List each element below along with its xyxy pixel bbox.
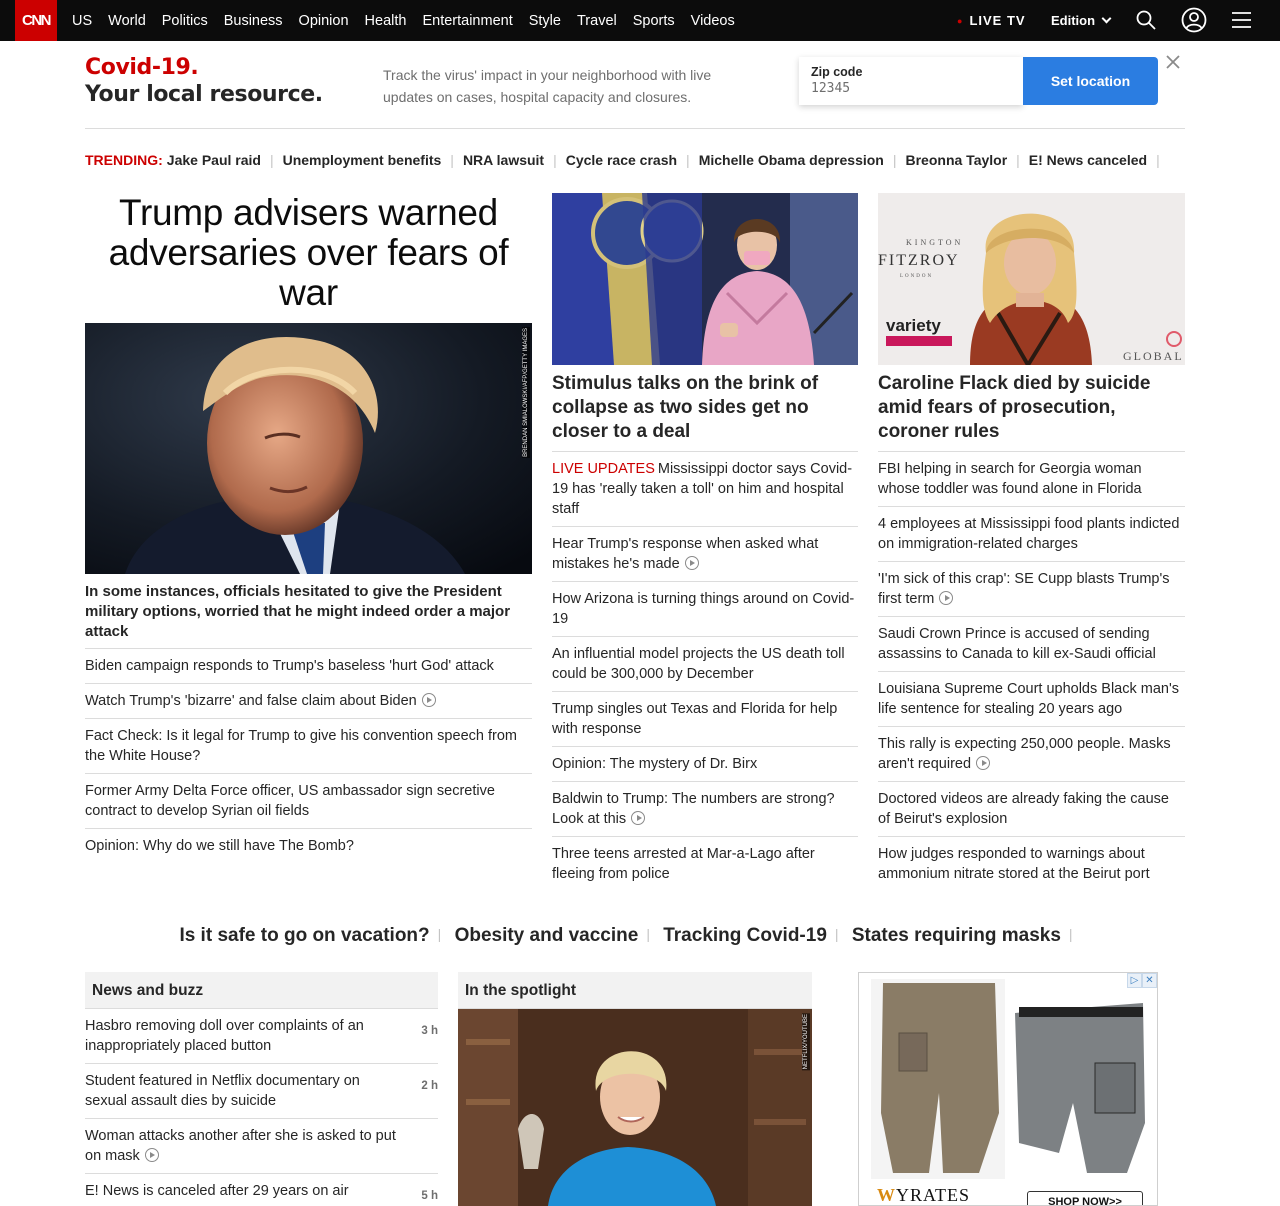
flack-photo xyxy=(878,193,1185,365)
story-item[interactable] xyxy=(878,671,1185,726)
story-text: E! News is canceled after 29 years on air xyxy=(85,1183,349,1199)
menu-icon[interactable] xyxy=(1232,11,1251,29)
live-tv-label: LIVE TV xyxy=(969,13,1026,28)
ad-brand-mark: W xyxy=(877,1185,896,1205)
trending-item[interactable]: Jake Paul raid xyxy=(166,152,261,168)
story-item[interactable] xyxy=(552,636,858,691)
story-text: Fact Check: Is it legal for Trump to give his convention speech from the White House? xyxy=(85,728,517,764)
image-credit: BRENDAN SMIALOWSKI/AFP/GETTY IMAGES xyxy=(523,328,529,457)
nav-link-business[interactable]: Business xyxy=(223,12,283,29)
covid-title-red: Covid-19. xyxy=(85,55,199,80)
promo-link[interactable]: Obesity and vaccine xyxy=(454,925,639,946)
story-text: Opinion: The mystery of Dr. Birx xyxy=(552,756,758,772)
live-updates-label: LIVE UPDATES xyxy=(552,461,655,477)
story-item[interactable] xyxy=(85,773,532,828)
nav-link-politics[interactable]: Politics xyxy=(161,12,208,29)
story-text: How Arizona is turning things around on Covid-19 xyxy=(552,591,855,627)
ad-info-icon[interactable]: ▷ xyxy=(1127,973,1142,988)
advertisement[interactable] xyxy=(858,972,1158,1206)
news-buzz-list xyxy=(85,1009,438,1206)
chevron-down-icon xyxy=(1102,14,1112,24)
story-text: Watch Trump's 'bizarre' and false claim about Biden xyxy=(85,693,417,709)
separator: | xyxy=(437,926,442,942)
promo-link[interactable]: Tracking Covid-19 xyxy=(663,925,827,946)
trending-item[interactable]: Unemployment benefits xyxy=(282,152,442,168)
story-text: FBI helping in search for Georgia woman whose toddler was found alone in Florida xyxy=(878,461,1142,497)
edition-dropdown[interactable] xyxy=(1051,13,1110,28)
top-navigation xyxy=(0,0,1280,41)
timestamp: 5 h xyxy=(421,1190,438,1202)
story-text: Baldwin to Trump: The numbers are strong? Look at this xyxy=(552,791,835,827)
zip-code-label: Zip code xyxy=(811,65,863,79)
video-play-icon xyxy=(685,556,699,570)
separator: | xyxy=(892,152,897,168)
story-item[interactable] xyxy=(85,683,532,718)
story-text: Student featured in Netflix documentary on sexual assault dies by suicide xyxy=(85,1073,360,1109)
stimulus-story-image[interactable] xyxy=(552,193,858,365)
ad-close-icon[interactable]: ✕ xyxy=(1142,973,1157,988)
lead-story-image[interactable] xyxy=(85,323,532,574)
story-item[interactable] xyxy=(878,836,1185,891)
covid-banner-title xyxy=(85,54,323,108)
story-text: Saudi Crown Prince is accused of sending assassins to Canada to kill ex-Saudi official xyxy=(878,626,1156,662)
divider xyxy=(85,128,1185,129)
edition-label: Edition xyxy=(1051,13,1096,28)
nav-link-us[interactable]: US xyxy=(72,12,93,29)
nav-link-style[interactable]: Style xyxy=(528,12,561,29)
story-text: How judges responded to warnings about ammonium nitrate stored at the Beirut port xyxy=(878,846,1150,882)
story-text: Opinion: Why do we still have The Bomb? xyxy=(85,838,354,854)
promo-links xyxy=(0,925,1260,947)
trending-item[interactable]: Cycle race crash xyxy=(565,152,678,168)
story-text: Biden campaign responds to Trump's baseless 'hurt God' attack xyxy=(85,658,494,674)
flack-story-image[interactable] xyxy=(878,193,1185,365)
timestamp: 2 h xyxy=(421,1080,438,1092)
promo-link[interactable]: Is it safe to go on vacation? xyxy=(179,925,430,946)
story-item[interactable] xyxy=(878,781,1185,836)
story-item[interactable] xyxy=(552,691,858,746)
cnn-logo[interactable]: CNN xyxy=(15,0,57,41)
spotlight-image[interactable] xyxy=(458,1009,812,1206)
lead-column xyxy=(85,581,532,863)
story-text: Former Army Delta Force officer, US ambassador sign secretive contract to develop Syrian oil fields xyxy=(85,783,495,819)
nav-link-health[interactable]: Health xyxy=(364,12,407,29)
video-play-icon xyxy=(939,591,953,605)
story-item[interactable] xyxy=(552,836,858,891)
video-play-icon xyxy=(145,1148,159,1162)
separator: | xyxy=(1156,152,1160,168)
trump-photo xyxy=(85,323,532,574)
ad-brand-name: YRATES xyxy=(896,1185,971,1205)
pelosi-photo xyxy=(552,193,858,365)
story-item[interactable] xyxy=(552,451,858,526)
video-play-icon xyxy=(631,811,645,825)
list-item[interactable] xyxy=(85,1174,438,1206)
shop-now-button[interactable]: SHOP NOW>> xyxy=(1027,1191,1143,1206)
story-item[interactable] xyxy=(552,781,858,836)
nav-link-travel[interactable]: Travel xyxy=(576,12,617,29)
close-icon[interactable] xyxy=(1165,54,1181,70)
story-item[interactable] xyxy=(85,718,532,773)
trending-bar xyxy=(85,152,1169,168)
story-text: Hasbro removing doll over complaints of an inappropriately placed button xyxy=(85,1018,364,1054)
story-text: Three teens arrested at Mar-a-Lago after fleeing from police xyxy=(552,846,815,882)
account-icon[interactable] xyxy=(1181,7,1207,33)
story-text: Mississippi doctor says Covid-19 has 'really taken a toll' on him and hospital staff xyxy=(552,461,853,517)
spotlight-photo xyxy=(458,1009,812,1206)
nav-link-videos[interactable]: Videos xyxy=(690,12,735,29)
trending-item[interactable]: NRA lawsuit xyxy=(462,152,545,168)
separator: | xyxy=(553,152,557,168)
nav-link-sports[interactable]: Sports xyxy=(632,12,675,29)
story-item[interactable] xyxy=(878,616,1185,671)
lead-headline[interactable]: Trump advisers warned adversaries over fears of war xyxy=(108,192,509,313)
story-item[interactable] xyxy=(552,746,858,781)
ad-choices[interactable] xyxy=(1127,973,1157,988)
story-item[interactable] xyxy=(85,648,532,683)
covid-description: Track the virus' impact in your neighborhood with live updates on cases, hospital capacity and closures. xyxy=(383,67,712,105)
story-text: This rally is expecting 250,000 people. Masks aren't required xyxy=(878,736,1171,772)
story-text: Trump singles out Texas and Florida for help with response xyxy=(552,701,838,737)
trending-item[interactable]: Breonna Taylor xyxy=(905,152,1008,168)
ad-image xyxy=(859,973,1158,1206)
spotlight-heading: In the spotlight xyxy=(458,972,812,1009)
story-item[interactable] xyxy=(878,451,1185,506)
nav-link-opinion[interactable]: Opinion xyxy=(298,12,349,29)
backdrop-text: GLOBAL xyxy=(1123,349,1184,363)
nav-link-entertainment[interactable]: Entertainment xyxy=(422,12,513,29)
section-nav xyxy=(72,0,751,41)
story-text: Doctored videos are already faking the cause of Beirut's explosion xyxy=(878,791,1169,827)
list-item[interactable] xyxy=(85,1009,438,1064)
right-column xyxy=(878,372,1185,891)
separator: | xyxy=(1068,926,1073,942)
video-play-icon xyxy=(976,756,990,770)
video-play-icon xyxy=(422,693,436,707)
backdrop-text: variety xyxy=(886,316,941,335)
story-item[interactable] xyxy=(552,526,858,581)
story-text: 4 employees at Mississippi food plants indicted on immigration-related charges xyxy=(878,516,1180,552)
live-dot-icon: ● xyxy=(957,16,964,26)
story-item[interactable] xyxy=(878,561,1185,616)
separator: | xyxy=(834,926,839,942)
story-text: Hear Trump's response when asked what mistakes he's made xyxy=(552,536,819,572)
trending-label: TRENDING: xyxy=(85,152,163,168)
middle-column xyxy=(552,372,858,891)
backdrop-text: KINGTON xyxy=(906,238,964,247)
story-item[interactable] xyxy=(878,506,1185,561)
story-text: An influential model projects the US death toll could be 300,000 by December xyxy=(552,646,845,682)
nav-link-world[interactable]: World xyxy=(108,12,146,29)
zip-code-input[interactable] xyxy=(811,81,1001,96)
list-item[interactable] xyxy=(85,1064,438,1119)
trending-item[interactable]: E! News canceled xyxy=(1028,152,1148,168)
zip-code-field[interactable] xyxy=(799,57,1023,105)
trending-item[interactable]: Michelle Obama depression xyxy=(698,152,884,168)
image-credit: NETFLIX/YOUTUBE xyxy=(803,1014,809,1070)
covid-title-dark: Your local resource. xyxy=(85,82,323,107)
promo-link[interactable]: States requiring masks xyxy=(851,925,1061,946)
backdrop-text: FITZROY xyxy=(878,252,960,269)
story-item[interactable] xyxy=(85,828,532,863)
separator: | xyxy=(686,152,690,168)
live-tv-link[interactable] xyxy=(957,13,1026,28)
flack-headline[interactable]: Caroline Flack died by suicide amid fears of prosecution, coroner rules xyxy=(878,373,1151,442)
backdrop-text: LONDON xyxy=(900,274,934,279)
story-text: 'I'm sick of this crap': SE Cupp blasts Trump's first term xyxy=(878,571,1170,607)
list-item[interactable] xyxy=(85,1119,438,1174)
news-buzz-heading: News and buzz xyxy=(85,972,438,1009)
separator: | xyxy=(1016,152,1020,168)
search-icon[interactable] xyxy=(1136,10,1156,30)
timestamp: 3 h xyxy=(421,1025,438,1037)
story-item[interactable] xyxy=(878,726,1185,781)
lead-subhead[interactable]: In some instances, officials hesitated to give the President military options, worried that he might indeed order a major attack xyxy=(85,583,511,640)
separator: | xyxy=(450,152,454,168)
story-item[interactable] xyxy=(552,581,858,636)
separator: | xyxy=(269,152,274,168)
set-location-button[interactable]: Set location xyxy=(1023,57,1158,105)
stimulus-headline[interactable]: Stimulus talks on the brink of collapse as two sides get no closer to a deal xyxy=(552,373,819,442)
story-text: Louisiana Supreme Court upholds Black man's life sentence for stealing 20 years ago xyxy=(878,681,1179,717)
ad-brand xyxy=(877,1185,970,1206)
story-text: Woman attacks another after she is asked to put on mask xyxy=(85,1128,396,1164)
separator: | xyxy=(646,926,650,942)
